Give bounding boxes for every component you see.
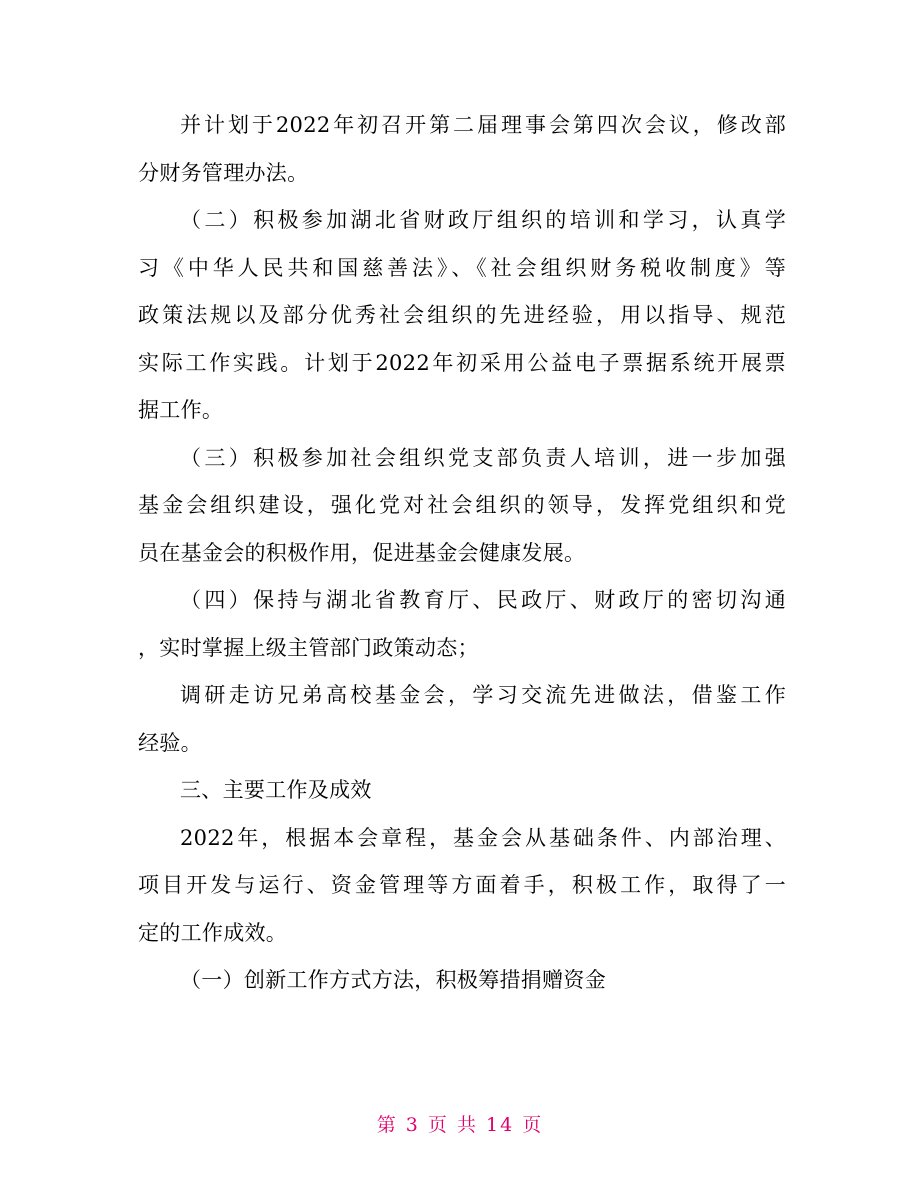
text-line: 定的工作成效。 bbox=[138, 920, 288, 945]
text-line: 分财务管理办法。 bbox=[138, 160, 309, 185]
text-line: （二）积极参加湖北省财政厅组织的培训和学习，认真学 bbox=[180, 208, 786, 232]
text-line: 实际工作实践。计划于2022年初采用公益电子票据系统开展票 bbox=[138, 350, 786, 375]
text-line: （三）积极参加社会组织党支部负责人培训，进一步加强 bbox=[180, 445, 786, 470]
page-footer: 第 3 页 共 14 页 bbox=[376, 1114, 544, 1136]
text-line: 三、主要工作及成效 bbox=[180, 778, 372, 802]
document-body bbox=[138, 102, 786, 1005]
text-line: ，实时掌握上级主管部门政策动态； bbox=[138, 635, 479, 660]
text-line: 员在基金会的积极作用，促进基金会健康发展。 bbox=[138, 540, 586, 565]
text-line: 2022年，根据本会章程，基金会从基础条件、内部治理、 bbox=[180, 825, 786, 850]
text-line: 调研走访兄弟高校基金会，学习交流先进做法，借鉴工作 bbox=[180, 683, 786, 707]
text-line: （一）创新工作方式方法，积极筹措捐赠资金 bbox=[180, 968, 606, 992]
text-line: 基金会组织建设，强化党对社会组织的领导，发挥党组织和党 bbox=[138, 493, 786, 517]
text-line: 习《中华人民共和国慈善法》、《社会组织财务税收制度》等 bbox=[138, 255, 786, 280]
text-line: 政策法规以及部分优秀社会组织的先进经验，用以指导、规范 bbox=[138, 303, 786, 327]
text-line: （四）保持与湖北省教育厅、民政厅、财政厅的密切沟通 bbox=[180, 588, 786, 612]
text-line: 并计划于2022年初召开第二届理事会第四次会议，修改部 bbox=[180, 113, 786, 137]
text-line: 据工作。 bbox=[138, 398, 224, 422]
text-line: 经验。 bbox=[138, 730, 202, 755]
text-line: 项目开发与运行、资金管理等方面着手，积极工作，取得了一 bbox=[138, 873, 786, 897]
